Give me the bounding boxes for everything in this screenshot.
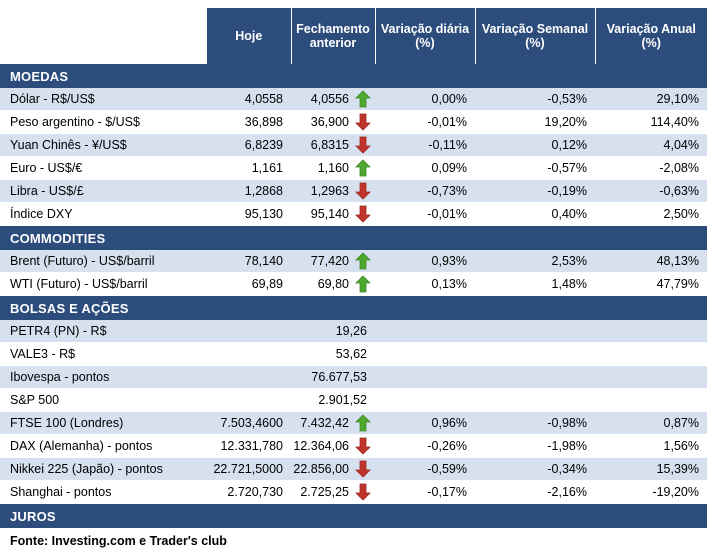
cell-diaria: -0,59% [375, 458, 475, 481]
cell-value: 1,160 [317, 161, 349, 175]
table-row[interactable] [0, 88, 707, 111]
cell-name: Yuan Chinês - ¥/US$ [0, 134, 207, 157]
cell-fech [291, 180, 375, 203]
cell-hoje: 6,8239 [207, 134, 291, 157]
cell-hoje: 22.721,5000 [207, 458, 291, 481]
arrow-down-icon [355, 182, 371, 200]
cell-semanal: 0,12% [475, 134, 595, 157]
cell-fech: 76.677,53 [291, 366, 375, 389]
cell-diaria: 0,00% [375, 88, 475, 111]
cell-semanal: -0,53% [475, 88, 595, 111]
cell-diaria: 0,09% [375, 157, 475, 180]
financial-table [0, 8, 707, 528]
table-row[interactable] [0, 366, 707, 389]
cell-diaria: -0,01% [375, 111, 475, 134]
cell-anual: 48,13% [595, 250, 707, 273]
section-title: JUROS [0, 504, 707, 529]
cell-diaria [375, 366, 475, 389]
cell-fech: 19,26 [291, 320, 375, 343]
cell-anual [595, 389, 707, 412]
cell-semanal: -1,98% [475, 435, 595, 458]
cell-name: Nikkei 225 (Japão) - pontos [0, 458, 207, 481]
cell-value: 77,420 [310, 254, 349, 268]
cell-anual [595, 320, 707, 343]
table-row[interactable] [0, 111, 707, 134]
cell-hoje: 1,161 [207, 157, 291, 180]
cell-value: 36,900 [310, 115, 349, 129]
cell-hoje [207, 389, 291, 412]
section-title: MOEDAS [0, 64, 707, 88]
cell-value: 69,80 [317, 277, 349, 291]
cell-semanal: 0,40% [475, 203, 595, 226]
cell-diaria: 0,13% [375, 273, 475, 296]
cell-fech [291, 250, 375, 273]
table-row[interactable] [0, 320, 707, 343]
cell-hoje [207, 320, 291, 343]
section-header-row [0, 64, 707, 88]
header-row [0, 8, 707, 64]
arrow-down-icon [355, 437, 371, 455]
cell-name: Ibovespa - pontos [0, 366, 207, 389]
table-row[interactable] [0, 343, 707, 366]
table-row[interactable] [0, 157, 707, 180]
cell-fech [291, 88, 375, 111]
cell-name: FTSE 100 (Londres) [0, 412, 207, 435]
table-row[interactable] [0, 458, 707, 481]
cell-anual: 29,10% [595, 88, 707, 111]
cell-hoje: 36,898 [207, 111, 291, 134]
cell-name: Peso argentino - $/US$ [0, 111, 207, 134]
cell-hoje: 7.503,4600 [207, 412, 291, 435]
cell-hoje: 78,140 [207, 250, 291, 273]
cell-hoje: 1,2868 [207, 180, 291, 203]
cell-name: WTI (Futuro) - US$/barril [0, 273, 207, 296]
cell-diaria [375, 343, 475, 366]
cell-anual: 114,40% [595, 111, 707, 134]
cell-diaria: 0,93% [375, 250, 475, 273]
cell-name: VALE3 - R$ [0, 343, 207, 366]
cell-name: S&P 500 [0, 389, 207, 412]
table-header [0, 8, 707, 64]
cell-value: 6,8315 [310, 138, 349, 152]
cell-hoje: 2.720,730 [207, 481, 291, 504]
header-cell-variacao-semanal: Variação Semanal (%) [475, 8, 595, 64]
cell-diaria: -0,11% [375, 134, 475, 157]
arrow-down-icon [355, 483, 371, 501]
arrow-up-icon [355, 275, 371, 293]
cell-semanal [475, 320, 595, 343]
table-row[interactable] [0, 134, 707, 157]
cell-value: 22.856,00 [293, 462, 349, 476]
cell-diaria [375, 389, 475, 412]
cell-value: 12.364,06 [293, 439, 349, 453]
table-row[interactable] [0, 273, 707, 296]
cell-semanal: 2,53% [475, 250, 595, 273]
cell-semanal: 1,48% [475, 273, 595, 296]
cell-name: Índice DXY [0, 203, 207, 226]
section-header-row [0, 504, 707, 529]
cell-semanal: -0,19% [475, 180, 595, 203]
cell-value: 4,0556 [310, 92, 349, 106]
cell-semanal [475, 389, 595, 412]
cell-anual: 4,04% [595, 134, 707, 157]
cell-hoje: 12.331,780 [207, 435, 291, 458]
cell-anual: 15,39% [595, 458, 707, 481]
cell-value: 1,2963 [310, 184, 349, 198]
cell-diaria: -0,17% [375, 481, 475, 504]
cell-anual: 47,79% [595, 273, 707, 296]
header-cell-variacao-anual: Variação Anual (%) [595, 8, 707, 64]
table-body [0, 64, 707, 528]
cell-anual: -2,08% [595, 157, 707, 180]
cell-fech [291, 481, 375, 504]
cell-fech [291, 435, 375, 458]
header-cell-hoje: Hoje [207, 8, 291, 64]
cell-hoje [207, 366, 291, 389]
cell-diaria: -0,73% [375, 180, 475, 203]
cell-fech [291, 458, 375, 481]
cell-semanal: 19,20% [475, 111, 595, 134]
cell-hoje: 69,89 [207, 273, 291, 296]
source-footnote: Fonte: Investing.com e Trader's club [0, 528, 707, 548]
cell-name: Shanghai - pontos [0, 481, 207, 504]
cell-name: DAX (Alemanha) - pontos [0, 435, 207, 458]
arrow-up-icon [355, 252, 371, 270]
cell-semanal [475, 366, 595, 389]
table-row[interactable] [0, 180, 707, 203]
arrow-up-icon [355, 90, 371, 108]
cell-fech [291, 157, 375, 180]
cell-anual: 2,50% [595, 203, 707, 226]
cell-fech [291, 111, 375, 134]
cell-diaria: 0,96% [375, 412, 475, 435]
cell-name: PETR4 (PN) - R$ [0, 320, 207, 343]
header-cell-blank [0, 8, 207, 64]
cell-name: Euro - US$/€ [0, 157, 207, 180]
cell-name: Dólar - R$/US$ [0, 88, 207, 111]
header-cell-fechamento-anterior: Fechamento anterior [291, 8, 375, 64]
cell-anual: 0,87% [595, 412, 707, 435]
table-row[interactable] [0, 250, 707, 273]
cell-diaria: -0,26% [375, 435, 475, 458]
arrow-down-icon [355, 136, 371, 154]
cell-anual: 1,56% [595, 435, 707, 458]
table-row[interactable] [0, 412, 707, 435]
cell-value: 95,140 [310, 207, 349, 221]
cell-anual [595, 366, 707, 389]
top-spacer [0, 0, 707, 8]
cell-semanal: -2,16% [475, 481, 595, 504]
cell-value: 7.432,42 [300, 416, 349, 430]
cell-fech [291, 273, 375, 296]
cell-hoje: 4,0558 [207, 88, 291, 111]
cell-semanal [475, 343, 595, 366]
cell-anual: -0,63% [595, 180, 707, 203]
arrow-up-icon [355, 159, 371, 177]
cell-anual [595, 343, 707, 366]
cell-semanal: -0,57% [475, 157, 595, 180]
cell-hoje: 95,130 [207, 203, 291, 226]
cell-diaria: -0,01% [375, 203, 475, 226]
cell-anual: -19,20% [595, 481, 707, 504]
arrow-down-icon [355, 205, 371, 223]
cell-fech [291, 134, 375, 157]
cell-semanal: -0,34% [475, 458, 595, 481]
table-row[interactable] [0, 389, 707, 412]
table-row[interactable] [0, 203, 707, 226]
cell-fech [291, 412, 375, 435]
cell-fech: 53,62 [291, 343, 375, 366]
arrow-up-icon [355, 414, 371, 432]
header-cell-variacao-diaria: Variação diária (%) [375, 8, 475, 64]
cell-fech: 2.901,52 [291, 389, 375, 412]
cell-hoje [207, 343, 291, 366]
section-title: BOLSAS E AÇÕES [0, 296, 707, 321]
arrow-down-icon [355, 460, 371, 478]
table-row[interactable] [0, 435, 707, 458]
cell-name: Brent (Futuro) - US$/barril [0, 250, 207, 273]
cell-name: Libra - US$/£ [0, 180, 207, 203]
section-title: COMMODITIES [0, 226, 707, 251]
cell-value: 2.725,25 [300, 485, 349, 499]
table-row[interactable] [0, 481, 707, 504]
arrow-down-icon [355, 113, 371, 131]
cell-diaria [375, 320, 475, 343]
section-header-row [0, 226, 707, 251]
cell-fech [291, 203, 375, 226]
section-header-row [0, 296, 707, 321]
cell-semanal: -0,98% [475, 412, 595, 435]
